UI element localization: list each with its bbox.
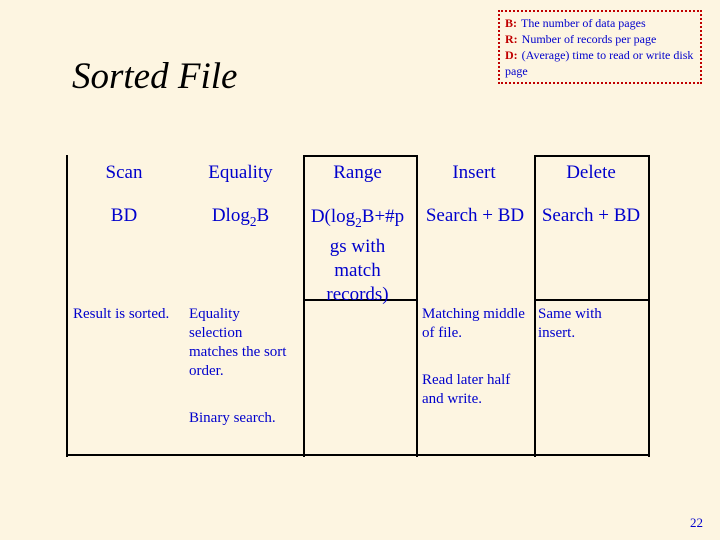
column-divider xyxy=(534,155,536,457)
header-insert: Insert xyxy=(452,162,496,183)
legend-desc: (Average) time to read or write disk page xyxy=(505,48,694,78)
cost-range: $D(\log_2B+\#p$ gs with match records) xyxy=(310,206,405,305)
legend-key: B: xyxy=(505,16,517,30)
legend-box xyxy=(498,10,702,84)
note-scan: Result is sorted. xyxy=(73,306,170,322)
legend-item-r xyxy=(505,31,694,47)
note-delete: Same with insert. xyxy=(538,306,602,341)
cost-scan: BD xyxy=(110,205,138,226)
cost-delete: Search + BD xyxy=(541,205,641,226)
row-divider xyxy=(534,299,650,301)
legend-key: R: xyxy=(505,32,518,46)
cost-equality: Dlog$_2$B xyxy=(211,205,270,229)
note-insert-2: Read later half and write. xyxy=(422,372,511,407)
note-insert-1: Matching middle of file. xyxy=(422,306,525,341)
row-divider xyxy=(534,155,650,157)
header-scan: Scan xyxy=(105,162,143,183)
cost-insert: Search + BD xyxy=(425,205,525,226)
legend-item-b xyxy=(505,15,694,31)
note-equality-2: Binary search. xyxy=(189,410,276,426)
legend-key: D: xyxy=(505,48,518,62)
legend-desc: Number of records per page xyxy=(521,32,657,46)
legend-item-d xyxy=(505,47,694,79)
page-number: 22 xyxy=(690,515,703,530)
row-divider xyxy=(68,454,650,456)
header-delete: Delete xyxy=(566,162,616,183)
column-divider xyxy=(416,155,418,457)
header-equality: Equality xyxy=(208,162,273,183)
legend-desc: The number of data pages xyxy=(521,16,646,30)
header-range: Range xyxy=(333,162,382,183)
note-equality-1: Equality selection matches the sort order. xyxy=(189,306,287,379)
row-divider xyxy=(303,155,418,157)
slide-title: Sorted File xyxy=(72,56,238,97)
